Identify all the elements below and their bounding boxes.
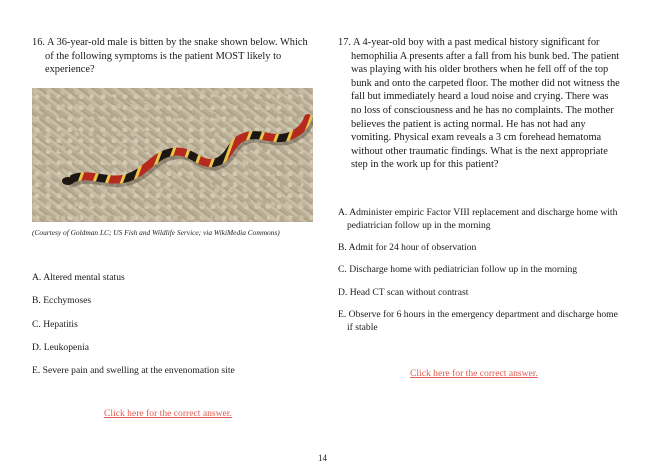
snake-illustration xyxy=(32,88,313,222)
answer-option[interactable]: A. Administer empiric Factor VIII replacement and discharge home with pediatrician follow up in the morning xyxy=(338,207,618,231)
question-16-answers xyxy=(32,271,235,387)
answer-option[interactable]: C. Discharge home with pediatrician follow up in the morning xyxy=(338,264,578,276)
answer-option[interactable]: C. Hepatitis xyxy=(32,318,78,330)
question-16-column xyxy=(32,36,317,419)
correct-answer-link-17[interactable]: Click here for the correct answer. xyxy=(410,368,538,379)
answer-option[interactable]: D. Leukopenia xyxy=(32,341,90,353)
answer-option[interactable]: A. Altered mental status xyxy=(32,272,125,283)
page-number: 14 xyxy=(318,453,327,463)
answer-option[interactable]: B. Ecchymoses xyxy=(32,295,92,307)
correct-answer-link-16[interactable]: Click here for the correct answer. xyxy=(104,408,232,419)
answer-option[interactable]: E. Observe for 6 hours in the emergency department and discharge home if stable xyxy=(338,308,618,333)
question-17-text: 17. A 4-year-old boy with a past medical history significant for hemophilia A presents after a fall from his bunk bed. The patient was playing with his older brothers when he fell off of the top bunk and onto the carpeted floor. The mother did not witness the fall but immediately heard a loud noise and crying. There was no loss of consciousness and he has no complaints. The mother believes the patient is acting normal. He has not had any vomiting. Physical exam reveals a 3 cm forehead hematoma without other traumatic findings. What is the next appropriate step in the work up for this patient? xyxy=(338,37,620,171)
question-16-text: 16. A 36-year-old male is bitten by the snake shown below. Which of the following symptoms is the patient MOST likely to experience? xyxy=(32,37,308,76)
coral-snake-photo xyxy=(32,88,313,222)
answer-option[interactable]: D. Head CT scan without contrast xyxy=(338,286,469,298)
question-17-answers xyxy=(338,206,620,343)
image-caption: (Courtesy of Goldman LC; US Fish and Wildlife Service; via WikiMedia Commons) xyxy=(32,228,280,237)
answer-option[interactable]: B. Admit for 24 hour of observation xyxy=(338,242,477,254)
question-17-column xyxy=(338,36,620,379)
answer-option[interactable]: E. Severe pain and swelling at the envenomation site xyxy=(32,365,235,377)
